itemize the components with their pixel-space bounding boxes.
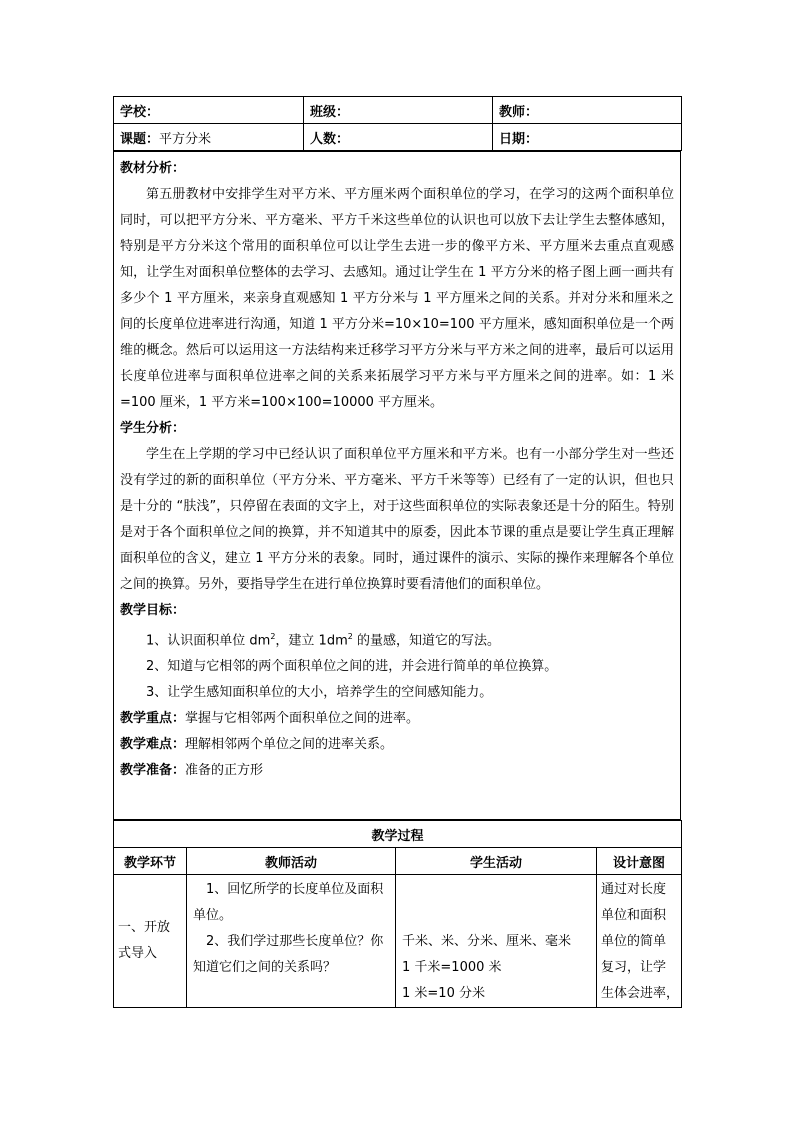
class-field [304,97,493,124]
material-text: 第五册教材中安排学生对平方米、平方厘米两个面积单位的学习，在学习的这两个面积单位同时，可以把平方分米、平方毫米、平方千米这些单位的认识也可以放下去让学生去整体感知，特别是平方分米这个常用的面积单位可以让学生去进一步的像平方米、平方厘米去重点直观感知，让学生对面积单位整体的去学习、去感知。通过让学生在 1 平方分米的格子图上画一画共有多少个 1 平方厘米，来亲身直观感知 1 平方分米与 1 平方厘米之间的关系。并对分米和厘米之间的长度单位进率进行沟通，知道 1 平方分米=10×10=100 平方厘米，感知面积单位是一个两维的概念。然后可以运用这一方法结构来迁移学习平方分米与平方米之间的进率，最后可以运用长度单位进率与面积单位进率之间的关系来拓展学习平方米与平方厘米之间的进率。如：1 米=100 厘米，1 平方米=100×100=10000 平方厘米。 [120,187,674,410]
prep-value: 准备的正方形 [185,763,264,779]
goal-3: 3、让学生感知面积单位的大小，培养学生的空间感知能力。 [146,685,493,701]
students-text: 学生在上学期的学习中已经认识了面积单位平方厘米和平方米。也有一小部分学生对一些还没有学过的新的面积单位（平方分米、平方毫米、平方千米等等）已经有了一定的认识，但也只是十分的 “肤浅”，只停留在表面的文字上，对于这些面积单位的实际表象还是十分的陌生。特别是对于各个面积单位之间的换算，并不知道其中的原委，因此本节课的重点是要让学生真正理解面积单位的含义，建立 1 平方分米的表象。同时，通过课件的演示、实际的操作来理解各个单位之间的换算。另外，要指导学生在进行单位换算时要看清他们的面积单位。 [120,447,674,592]
goals-title: 教学目标： [120,603,186,618]
analysis-cell [114,152,681,820]
difficulty-label: 教学难点： [120,737,186,753]
goal-1-sup-b: 2 [347,632,353,641]
col-student-header: 学生活动 [396,848,597,875]
header-table [113,96,682,151]
focus-value: 掌握与它相邻两个面积单位之间的进率。 [185,711,420,727]
teacher-line-1a: 1、回忆所学的长度单位及面积 [206,882,384,897]
topic-label: 课题： [120,131,160,147]
table-row [114,875,682,1008]
teacher-cell [187,875,396,1008]
stage-line-1: 一、开放 [118,920,171,935]
student-line-2: 1 千米=1000 米 [402,960,502,975]
focus-label: 教学重点： [120,711,186,727]
goal-1 [120,624,674,654]
teacher-field [493,97,682,124]
intent-line-2: 单位和面积 [601,908,667,923]
count-label: 人数： [310,131,350,147]
prep-row [120,758,674,784]
focus-row [120,706,674,732]
material-title: 教材分析： [120,161,186,176]
class-label: 班级： [310,104,350,120]
topic-value: 平方分米 [159,131,212,147]
date-label: 日期： [499,131,539,147]
process-title: 教学过程 [114,821,682,848]
school-label: 学校： [120,104,160,120]
intent-line-5: 生体会进率， [601,986,680,1001]
teacher-line-2b: 知道它们之间的关系吗？ [193,960,337,975]
difficulty-value: 理解相邻两个单位之间的进率关系。 [185,737,394,753]
difficulty-row [120,732,674,758]
col-stage-header: 教学环节 [114,848,187,875]
col-intent-header: 设计意图 [597,848,682,875]
goal-1-part-a: 1、认识面积单位 dm [146,633,271,649]
student-line-1: 千米、米、分米、厘米、毫米 [402,934,572,949]
stage-cell [114,875,187,1008]
goal-1-sup-a: 2 [270,632,276,641]
school-field [114,97,304,124]
prep-label: 教学准备： [120,763,186,779]
goal-1-part-b: ，建立 1dm [275,633,348,649]
topic-field [114,124,304,151]
analysis-table [113,151,681,820]
col-teacher-header: 教师活动 [187,848,396,875]
teacher-line-2a: 2、我们学过那些长度单位？你 [206,934,384,949]
date-field [493,124,682,151]
intent-cell [597,875,682,1008]
intent-line-3: 单位的简单 [601,934,667,949]
goal-1-part-c: 的量感，知道它的写法。 [352,633,500,649]
goal-2: 2、知道与它相邻的两个面积单位之间的进，并会进行简单的单位换算。 [146,659,558,675]
stage-line-2: 式导入 [118,946,158,961]
count-field [304,124,493,151]
students-title: 学生分析： [120,421,186,436]
process-table [113,820,682,1008]
student-line-3: 1 米=10 分米 [402,986,485,1001]
intent-line-4: 复习，让学 [601,960,667,975]
student-cell [396,875,597,1008]
teacher-line-1b: 单位。 [193,908,233,923]
intent-line-1: 通过对长度 [601,882,667,897]
teacher-label: 教师： [499,104,539,120]
